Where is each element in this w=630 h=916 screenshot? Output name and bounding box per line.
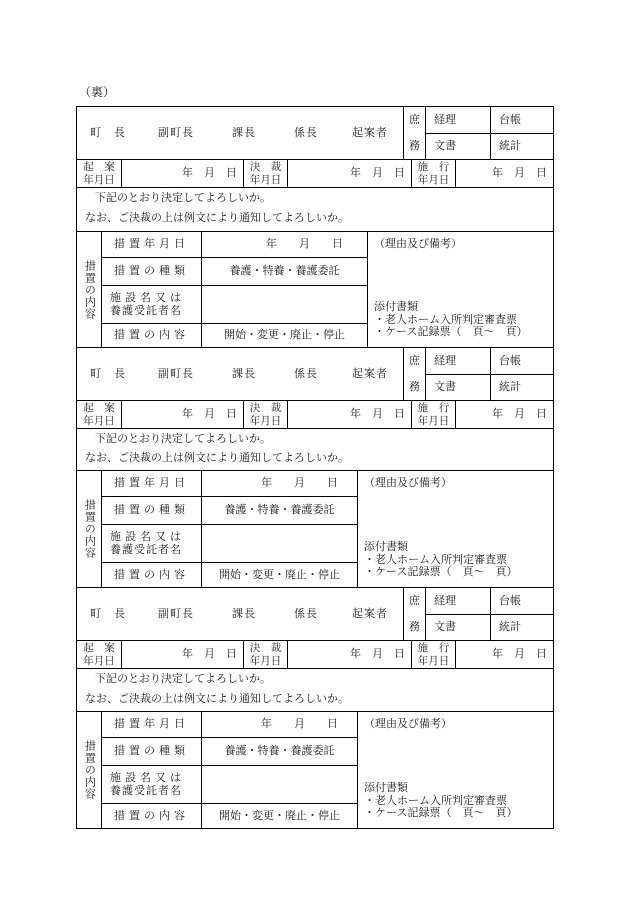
facility-name-label-top: 施設名又は — [110, 529, 185, 543]
item-ledger: 台帳 — [490, 588, 553, 614]
item-statistics: 統計 — [490, 133, 553, 159]
facility-name-value[interactable] — [201, 524, 357, 562]
role-subsection-chief: 係長 — [294, 125, 318, 139]
enforce-date-value: 年 月 日 — [455, 640, 553, 668]
decision-date-label-text — [244, 401, 287, 428]
form-block-3 — [76, 587, 554, 829]
measure-side-label — [77, 470, 101, 587]
measure-type-label: 措置の種類 — [101, 257, 201, 285]
measure-date-value — [201, 231, 367, 257]
measure-type-label: 措置の種類 — [101, 737, 201, 765]
facility-name-label-text — [110, 525, 185, 562]
facility-name-label — [101, 524, 201, 562]
decision-date-label — [243, 159, 287, 187]
draft-date-label-top: 起 案 — [83, 161, 115, 174]
measure-side-label — [77, 231, 101, 347]
role-deputy-mayor: 副町長 — [158, 606, 194, 620]
decision-date-label — [243, 400, 287, 428]
item-documents: 文書 — [425, 133, 490, 159]
enforce-date-value: 年 月 日 — [455, 400, 553, 428]
role-subsection-chief: 係長 — [294, 366, 318, 380]
note-title: （理由及び備考） — [364, 476, 452, 489]
measure-date-value-text: 年 月 日 — [261, 476, 338, 490]
attachment-1: ・老人ホーム入所判定審査票 — [374, 312, 517, 326]
facility-name-label-top: 施設名又は — [110, 290, 185, 304]
role-mayor: 町 長 — [90, 606, 126, 620]
attachments — [364, 782, 547, 820]
role-section-chief: 課長 — [232, 125, 256, 139]
decision-text — [77, 187, 553, 231]
draft-date-label-text — [77, 160, 121, 187]
measure-date-value — [201, 470, 357, 496]
role-mayor: 町 長 — [90, 125, 126, 139]
decision-date-label-top: 決 裁 — [249, 402, 282, 415]
attachment-1: ・老人ホーム入所判定審査票 — [364, 793, 507, 807]
measure-side-label-text: 措置の内容 — [83, 499, 97, 559]
enforce-date-label-top: 施 行 — [417, 161, 450, 174]
role-subsection-chief: 係長 — [294, 606, 318, 620]
note-title: （理由及び備考） — [374, 237, 462, 250]
draft-date-label — [77, 400, 121, 428]
measure-date-label: 措置年月日 — [101, 231, 201, 257]
attachments-title: 添付書類 — [364, 781, 408, 795]
decision-text — [77, 668, 553, 711]
facility-name-value[interactable] — [201, 765, 357, 803]
enforce-date-label — [411, 400, 455, 428]
role-drafter: 起案者 — [352, 606, 388, 620]
role-mayor: 町 長 — [90, 366, 126, 380]
enforce-date-label — [411, 159, 455, 187]
general-affairs-bottom: 務 — [409, 138, 420, 152]
item-accounting: 経理 — [425, 588, 490, 614]
decision-date-label-text — [244, 160, 287, 187]
decision-text-line-2: なお、ご決裁の上は例文により通知してよろしいか。 — [85, 451, 349, 464]
facility-name-label-bottom: 養護受託者名 — [110, 783, 182, 797]
facility-name-label-top: 施設名又は — [110, 770, 185, 784]
measure-type-label: 措置の種類 — [101, 496, 201, 524]
draft-date-label — [77, 159, 121, 187]
measure-content-label: 措置の内容 — [101, 323, 201, 347]
decision-date-label — [243, 640, 287, 668]
measure-date-label: 措置年月日 — [101, 470, 201, 496]
measure-content-value: 開始・変更・廃止・停止 — [201, 803, 357, 828]
decision-text-line-2: なお、ご決裁の上は例文により通知してよろしいか。 — [85, 211, 349, 224]
draft-date-value: 年 月 日 — [121, 159, 243, 187]
facility-name-label-bottom: 養護受託者名 — [110, 303, 182, 317]
attachments-title: 添付書類 — [364, 540, 408, 554]
general-affairs-bottom: 務 — [409, 619, 420, 633]
facility-name-label-text — [110, 286, 185, 323]
measure-side-label — [77, 711, 101, 828]
attachments-title: 添付書類 — [374, 300, 418, 314]
decision-text-line-1: 下記のとおり決定してよろしいか。 — [95, 191, 271, 204]
attachment-2: ・ケース記録票（ 頁～ 頁） — [364, 565, 518, 579]
enforce-date-label-bottom: 年月日 — [417, 173, 450, 186]
attachment-2: ・ケース記録票（ 頁～ 頁） — [374, 325, 528, 339]
enforce-date-label-bottom: 年月日 — [417, 654, 450, 667]
decision-text — [77, 428, 553, 470]
draft-date-label-bottom: 年月日 — [83, 654, 115, 667]
item-statistics: 統計 — [490, 614, 553, 640]
draft-date-label-bottom: 年月日 — [83, 173, 115, 186]
draft-date-value: 年 月 日 — [121, 640, 243, 668]
facility-name-label — [101, 765, 201, 803]
attachment-1: ・老人ホーム入所判定審査票 — [364, 552, 507, 566]
item-documents: 文書 — [425, 614, 490, 640]
measure-content-value: 開始・変更・廃止・停止 — [201, 323, 367, 347]
enforce-date-label — [411, 640, 455, 668]
enforce-date-value: 年 月 日 — [455, 159, 553, 187]
measure-date-value — [201, 711, 357, 737]
facility-name-label-bottom: 養護受託者名 — [110, 542, 182, 556]
draft-date-label-text — [77, 641, 121, 668]
attachments — [374, 301, 547, 339]
measure-content-value: 開始・変更・廃止・停止 — [201, 562, 357, 587]
decision-text-line-1: 下記のとおり決定してよろしいか。 — [95, 672, 271, 685]
measure-note — [367, 231, 553, 347]
enforce-date-label-text — [412, 641, 455, 668]
general-affairs-top: 庶 — [409, 353, 420, 367]
enforce-date-label-top: 施 行 — [417, 642, 450, 655]
decision-date-label-text — [244, 641, 287, 668]
decision-date-value: 年 月 日 — [287, 640, 411, 668]
general-affairs-label — [403, 107, 425, 159]
note-title: （理由及び備考） — [364, 717, 452, 730]
attachment-2: ・ケース記録票（ 頁～ 頁） — [364, 806, 518, 820]
draft-date-label-top: 起 案 — [83, 402, 115, 415]
measure-date-label: 措置年月日 — [101, 711, 201, 737]
general-affairs-top: 庶 — [409, 112, 420, 126]
measure-note — [357, 470, 553, 587]
general-affairs-bottom: 務 — [409, 379, 420, 393]
measure-type-value: 養護・特養・養護委託 — [201, 737, 357, 765]
item-documents: 文書 — [425, 374, 490, 400]
general-affairs-label — [403, 588, 425, 640]
role-drafter: 起案者 — [352, 125, 388, 139]
draft-date-label-text — [77, 401, 121, 428]
enforce-date-label-text — [412, 401, 455, 428]
facility-name-label — [101, 285, 201, 323]
enforce-date-label-text — [412, 160, 455, 187]
decision-date-value: 年 月 日 — [287, 400, 411, 428]
measure-content-label: 措置の内容 — [101, 562, 201, 587]
role-deputy-mayor: 副町長 — [158, 366, 194, 380]
measure-type-value: 養護・特養・養護委託 — [201, 496, 357, 524]
measure-note — [357, 711, 553, 828]
decision-date-value: 年 月 日 — [287, 159, 411, 187]
measure-date-value-text: 年 月 日 — [261, 717, 338, 731]
item-ledger: 台帳 — [490, 107, 553, 133]
draft-date-value: 年 月 日 — [121, 400, 243, 428]
measure-date-value-text: 年 月 日 — [266, 237, 343, 251]
measure-side-label-text: 措置の内容 — [83, 740, 97, 800]
decision-date-label-bottom: 年月日 — [249, 173, 282, 186]
draft-date-label-top: 起 案 — [83, 642, 115, 655]
facility-name-value[interactable] — [201, 285, 367, 323]
measure-type-value: 養護・特養・養護委託 — [201, 257, 367, 285]
form-block-2 — [76, 347, 554, 588]
measure-side-label-text: 措置の内容 — [83, 259, 97, 320]
role-drafter: 起案者 — [352, 366, 388, 380]
enforce-date-label-top: 施 行 — [417, 402, 450, 415]
decision-date-label-top: 決 裁 — [249, 642, 282, 655]
decision-text-line-2: なお、ご決裁の上は例文により通知してよろしいか。 — [85, 692, 349, 705]
decision-date-label-bottom: 年月日 — [249, 414, 282, 427]
role-section-chief: 課長 — [232, 606, 256, 620]
form-block-1 — [76, 106, 554, 348]
draft-date-label — [77, 640, 121, 668]
role-deputy-mayor: 副町長 — [158, 125, 194, 139]
decision-text-line-1: 下記のとおり決定してよろしいか。 — [95, 432, 271, 445]
enforce-date-label-bottom: 年月日 — [417, 414, 450, 427]
item-accounting: 経理 — [425, 107, 490, 133]
general-affairs-label — [403, 348, 425, 400]
role-section-chief: 課長 — [232, 366, 256, 380]
attachments — [364, 541, 547, 579]
item-ledger: 台帳 — [490, 348, 553, 374]
measure-content-label: 措置の内容 — [101, 803, 201, 828]
facility-name-label-text — [110, 766, 185, 803]
decision-date-label-bottom: 年月日 — [249, 654, 282, 667]
item-accounting: 経理 — [425, 348, 490, 374]
item-statistics: 統計 — [490, 374, 553, 400]
general-affairs-top: 庶 — [409, 593, 420, 607]
draft-date-label-bottom: 年月日 — [83, 414, 115, 427]
page-label: （裏） — [79, 85, 116, 99]
decision-date-label-top: 決 裁 — [249, 161, 282, 174]
